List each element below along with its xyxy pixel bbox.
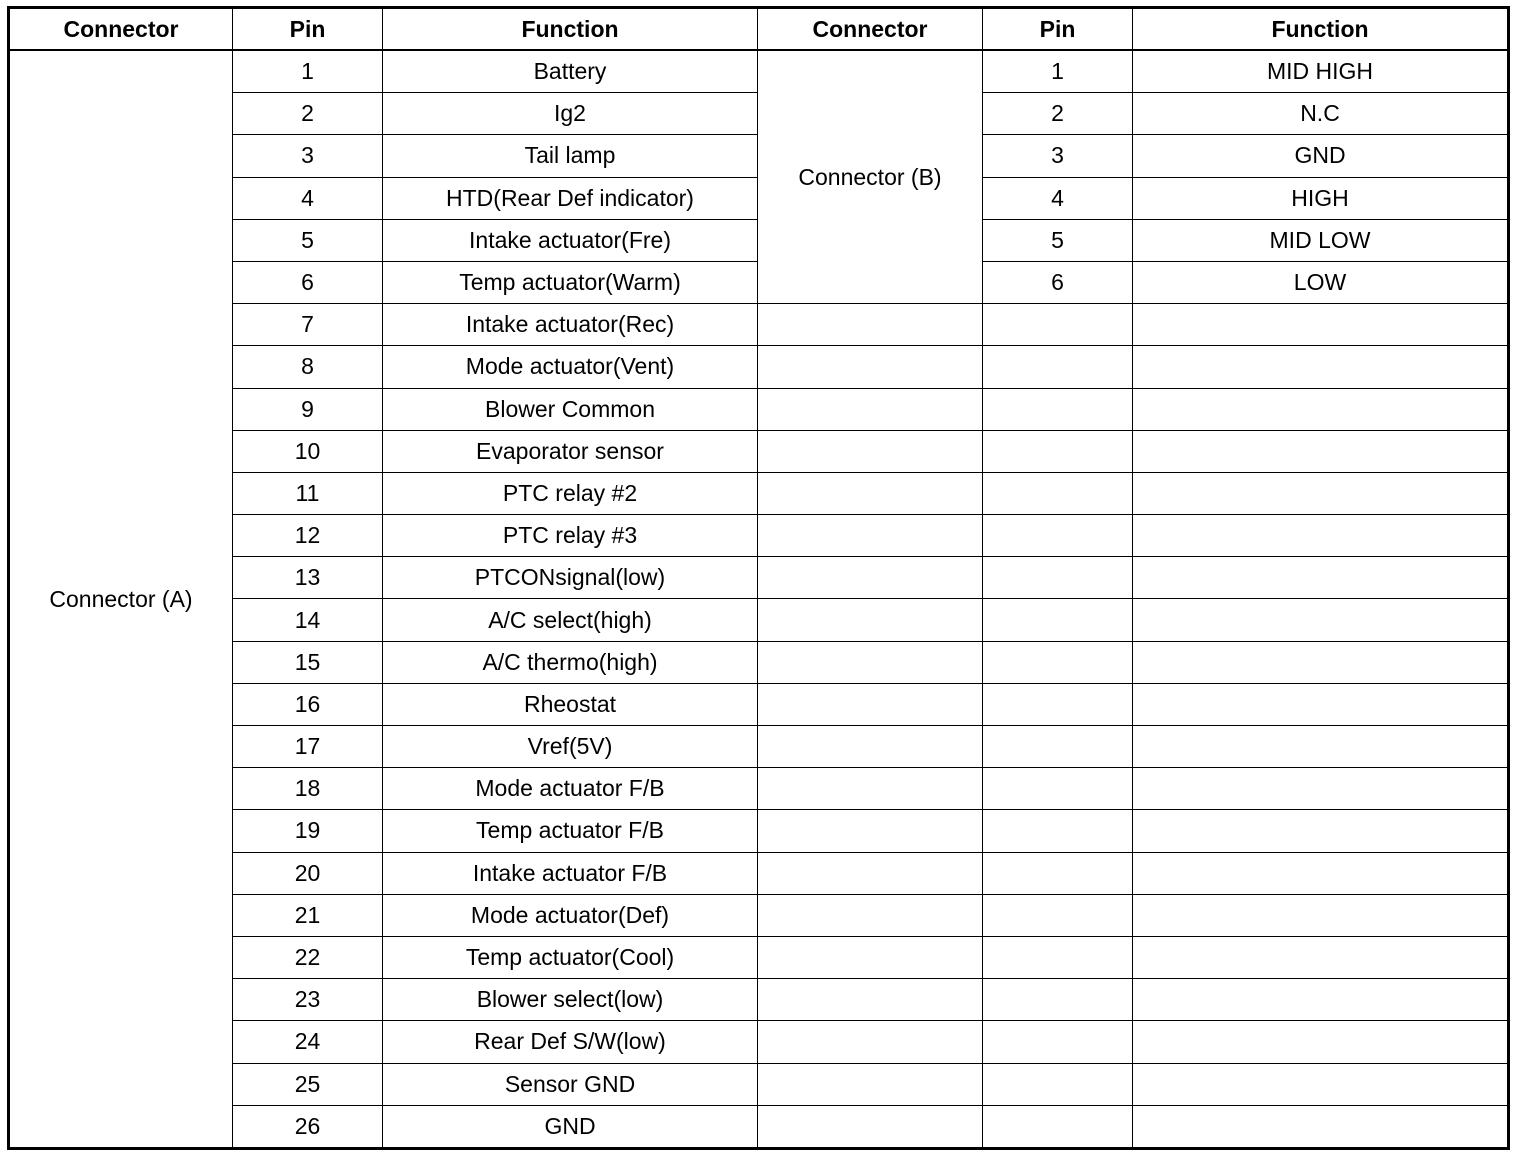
header-connector-b: Connector [758, 8, 983, 51]
connector-a-function: Temp actuator(Cool) [383, 936, 758, 978]
connector-b-pin: 2 [983, 93, 1133, 135]
connector-a-function: Sensor GND [383, 1063, 758, 1105]
table-row [9, 304, 1509, 346]
connector-a-pin: 14 [233, 599, 383, 641]
table-row [9, 515, 1509, 557]
empty-cell [983, 726, 1133, 768]
table-row [9, 599, 1509, 641]
table-row [9, 1105, 1509, 1148]
connector-a-function: Mode actuator(Vent) [383, 346, 758, 388]
empty-cell [758, 979, 983, 1021]
empty-cell [1133, 726, 1509, 768]
empty-cell [1133, 472, 1509, 514]
empty-cell [1133, 515, 1509, 557]
empty-cell [1133, 852, 1509, 894]
connector-a-function: Temp actuator F/B [383, 810, 758, 852]
connector-a-function: A/C select(high) [383, 599, 758, 641]
table-body [9, 50, 1509, 1149]
connector-a-function: GND [383, 1105, 758, 1148]
connector-a-function: Mode actuator(Def) [383, 894, 758, 936]
empty-cell [983, 936, 1133, 978]
empty-cell [983, 768, 1133, 810]
empty-cell [1133, 768, 1509, 810]
empty-cell [983, 346, 1133, 388]
empty-cell [758, 768, 983, 810]
connector-a-pin: 5 [233, 219, 383, 261]
empty-cell [1133, 599, 1509, 641]
empty-cell [983, 304, 1133, 346]
connector-a-function: Intake actuator(Fre) [383, 219, 758, 261]
connector-a-pin: 22 [233, 936, 383, 978]
table-row [9, 50, 1509, 93]
connector-a-function: PTCONsignal(low) [383, 557, 758, 599]
empty-cell [758, 1105, 983, 1148]
connector-a-function: PTC relay #2 [383, 472, 758, 514]
connector-a-pin: 3 [233, 135, 383, 177]
table-row [9, 346, 1509, 388]
empty-cell [758, 388, 983, 430]
connector-a-pin: 20 [233, 852, 383, 894]
table-row [9, 557, 1509, 599]
empty-cell [758, 304, 983, 346]
table-row [9, 472, 1509, 514]
empty-cell [983, 852, 1133, 894]
empty-cell [983, 1105, 1133, 1148]
empty-cell [983, 557, 1133, 599]
empty-cell [758, 852, 983, 894]
empty-cell [983, 1063, 1133, 1105]
table-row [9, 726, 1509, 768]
connector-a-pin: 24 [233, 1021, 383, 1063]
empty-cell [758, 557, 983, 599]
connector-a-function: Rear Def S/W(low) [383, 1021, 758, 1063]
connector-a-function: Ig2 [383, 93, 758, 135]
connector-a-function: Intake actuator F/B [383, 852, 758, 894]
connector-a-function: Vref(5V) [383, 726, 758, 768]
connector-a-function: HTD(Rear Def indicator) [383, 177, 758, 219]
empty-cell [983, 894, 1133, 936]
connector-a-pin: 26 [233, 1105, 383, 1148]
table-row [9, 852, 1509, 894]
connector-a-pin: 2 [233, 93, 383, 135]
empty-cell [983, 683, 1133, 725]
connector-a-pin: 1 [233, 50, 383, 93]
connector-a-pin: 19 [233, 810, 383, 852]
header-row [9, 8, 1509, 51]
empty-cell [983, 515, 1133, 557]
connector-b-pin: 3 [983, 135, 1133, 177]
header-function-b: Function [1133, 8, 1509, 51]
connector-a-function: A/C thermo(high) [383, 641, 758, 683]
connector-a-pin: 4 [233, 177, 383, 219]
empty-cell [758, 936, 983, 978]
empty-cell [983, 979, 1133, 1021]
empty-cell [758, 1063, 983, 1105]
connector-pin-table [7, 6, 1510, 1150]
table-row [9, 936, 1509, 978]
connector-a-function: Blower Common [383, 388, 758, 430]
empty-cell [758, 346, 983, 388]
connector-b-function: GND [1133, 135, 1509, 177]
table-row [9, 641, 1509, 683]
connector-a-pin: 21 [233, 894, 383, 936]
table-row [9, 430, 1509, 472]
connector-b-pin: 5 [983, 219, 1133, 261]
connector-a-pin: 16 [233, 683, 383, 725]
connector-a-label: Connector (A) [9, 50, 233, 1149]
empty-cell [758, 641, 983, 683]
empty-cell [758, 894, 983, 936]
header-connector-a: Connector [9, 8, 233, 51]
empty-cell [983, 641, 1133, 683]
empty-cell [758, 599, 983, 641]
connector-a-pin: 7 [233, 304, 383, 346]
empty-cell [1133, 641, 1509, 683]
empty-cell [983, 472, 1133, 514]
empty-cell [1133, 557, 1509, 599]
empty-cell [1133, 683, 1509, 725]
connector-a-pin: 11 [233, 472, 383, 514]
empty-cell [758, 683, 983, 725]
empty-cell [983, 388, 1133, 430]
connector-a-pin: 23 [233, 979, 383, 1021]
empty-cell [983, 1021, 1133, 1063]
empty-cell [758, 1021, 983, 1063]
empty-cell [983, 599, 1133, 641]
connector-b-label: Connector (B) [758, 50, 983, 304]
empty-cell [1133, 810, 1509, 852]
empty-cell [1133, 304, 1509, 346]
empty-cell [1133, 1105, 1509, 1148]
connector-a-pin: 9 [233, 388, 383, 430]
header-pin-a: Pin [233, 8, 383, 51]
table-row [9, 979, 1509, 1021]
empty-cell [758, 472, 983, 514]
connector-a-function: Battery [383, 50, 758, 93]
connector-a-pin: 8 [233, 346, 383, 388]
empty-cell [758, 726, 983, 768]
table-row [9, 1021, 1509, 1063]
connector-b-pin: 4 [983, 177, 1133, 219]
empty-cell [1133, 1063, 1509, 1105]
table-row [9, 768, 1509, 810]
empty-cell [758, 515, 983, 557]
empty-cell [983, 810, 1133, 852]
table-row [9, 810, 1509, 852]
connector-b-pin: 1 [983, 50, 1133, 93]
connector-a-function: Evaporator sensor [383, 430, 758, 472]
table-row [9, 1063, 1509, 1105]
connector-a-function: Tail lamp [383, 135, 758, 177]
empty-cell [1133, 894, 1509, 936]
empty-cell [1133, 346, 1509, 388]
connector-a-pin: 25 [233, 1063, 383, 1105]
connector-a-function: Temp actuator(Warm) [383, 261, 758, 303]
empty-cell [758, 430, 983, 472]
table-row [9, 388, 1509, 430]
table-row [9, 894, 1509, 936]
header-pin-b: Pin [983, 8, 1133, 51]
connector-b-function: HIGH [1133, 177, 1509, 219]
connector-a-pin: 15 [233, 641, 383, 683]
connector-a-pin: 18 [233, 768, 383, 810]
empty-cell [1133, 979, 1509, 1021]
connector-a-pin: 6 [233, 261, 383, 303]
connector-a-function: Intake actuator(Rec) [383, 304, 758, 346]
empty-cell [1133, 388, 1509, 430]
connector-a-pin: 17 [233, 726, 383, 768]
empty-cell [758, 810, 983, 852]
connector-a-pin: 13 [233, 557, 383, 599]
connector-b-function: N.C [1133, 93, 1509, 135]
empty-cell [983, 430, 1133, 472]
header-function-a: Function [383, 8, 758, 51]
connector-a-function: Blower select(low) [383, 979, 758, 1021]
connector-b-function: MID LOW [1133, 219, 1509, 261]
empty-cell [1133, 430, 1509, 472]
connector-a-function: Mode actuator F/B [383, 768, 758, 810]
connector-b-function: LOW [1133, 261, 1509, 303]
connector-a-pin: 12 [233, 515, 383, 557]
empty-cell [1133, 1021, 1509, 1063]
table-row [9, 683, 1509, 725]
connector-a-function: PTC relay #3 [383, 515, 758, 557]
connector-a-function: Rheostat [383, 683, 758, 725]
empty-cell [1133, 936, 1509, 978]
connector-b-function: MID HIGH [1133, 50, 1509, 93]
connector-a-pin: 10 [233, 430, 383, 472]
connector-b-pin: 6 [983, 261, 1133, 303]
